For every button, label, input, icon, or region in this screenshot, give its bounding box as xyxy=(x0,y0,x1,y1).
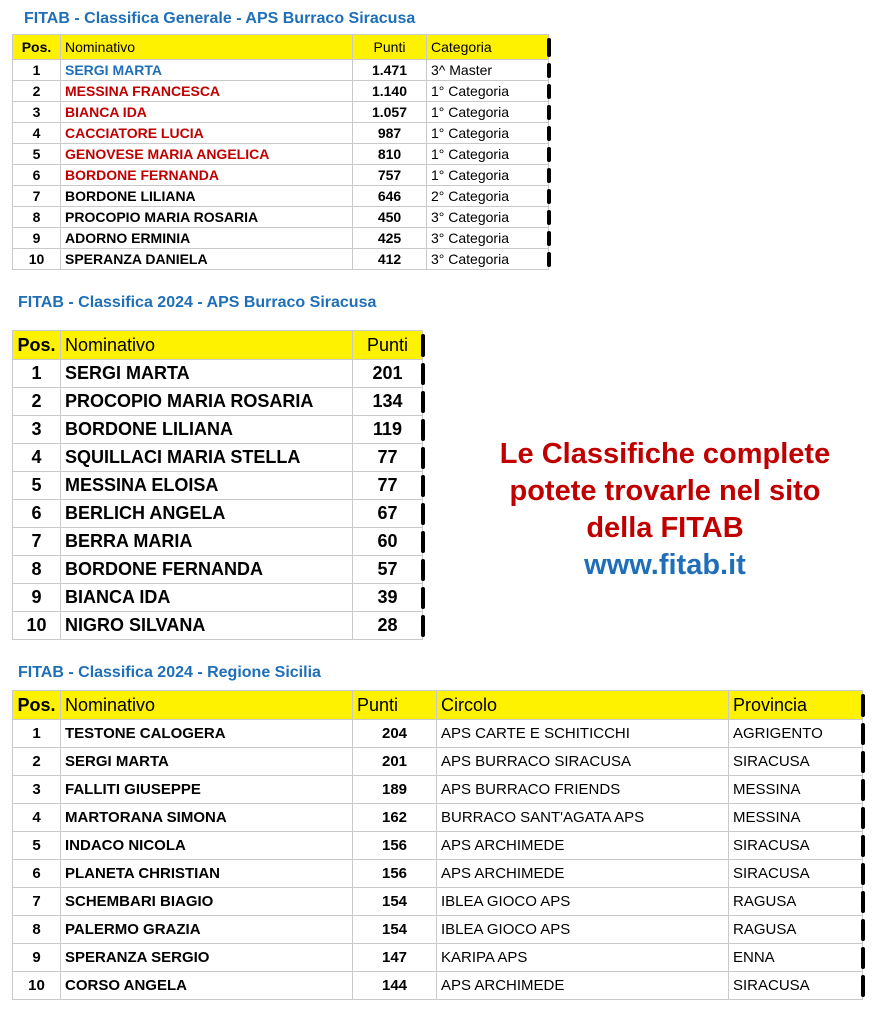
row-category: 1° Categoria xyxy=(427,165,549,186)
border-dash xyxy=(547,189,551,204)
border-dash xyxy=(421,447,425,469)
row-pos: 7 xyxy=(13,888,61,916)
border-dash xyxy=(861,723,865,745)
border-dash xyxy=(421,531,425,553)
border-dash xyxy=(421,391,425,413)
row-pos: 3 xyxy=(13,102,61,123)
row-club: IBLEA GIOCO APS xyxy=(437,888,729,916)
border-dash xyxy=(861,863,865,885)
row-club: APS ARCHIMEDE xyxy=(437,972,729,1000)
fitab-website-link[interactable]: www.fitab.it xyxy=(584,549,746,581)
border-dash xyxy=(547,63,551,78)
header-name: Nominativo xyxy=(61,35,353,60)
border-dash xyxy=(861,919,865,941)
row-province: RAGUSA xyxy=(729,888,863,916)
row-club: APS ARCHIMEDE xyxy=(437,832,729,860)
ranking-2024-region-table xyxy=(12,690,863,1000)
row-points: 201 xyxy=(353,360,423,388)
row-points: 134 xyxy=(353,388,423,416)
row-points: 987 xyxy=(353,123,427,144)
border-dash xyxy=(547,105,551,120)
table-row xyxy=(13,60,549,81)
row-pos: 5 xyxy=(13,832,61,860)
table-row xyxy=(13,144,549,165)
row-name: ADORNO ERMINIA xyxy=(61,228,353,249)
border-dash xyxy=(421,334,425,357)
row-pos: 4 xyxy=(13,444,61,472)
header-points: Punti xyxy=(353,691,437,720)
general-ranking-table xyxy=(12,34,549,270)
header-name: Nominativo xyxy=(61,331,353,360)
row-pos: 3 xyxy=(13,416,61,444)
table-row xyxy=(13,228,549,249)
row-pos: 9 xyxy=(13,584,61,612)
row-club: KARIPA APS xyxy=(437,944,729,972)
row-club: APS BURRACO FRIENDS xyxy=(437,776,729,804)
border-dash xyxy=(421,503,425,525)
row-points: 28 xyxy=(353,612,423,640)
border-dash xyxy=(547,147,551,162)
row-name: SCHEMBARI BIAGIO xyxy=(61,888,353,916)
row-name: BERRA MARIA xyxy=(61,528,353,556)
row-name: CORSO ANGELA xyxy=(61,972,353,1000)
header-category: Categoria xyxy=(427,35,549,60)
notice-line-3: della FITAB xyxy=(586,512,744,544)
row-pos: 6 xyxy=(13,860,61,888)
table-row xyxy=(13,804,863,832)
border-dash xyxy=(547,126,551,141)
row-points: 156 xyxy=(353,860,437,888)
table-row xyxy=(13,612,423,640)
row-points: 425 xyxy=(353,228,427,249)
row-points: 450 xyxy=(353,207,427,228)
row-points: 646 xyxy=(353,186,427,207)
row-category: 3° Categoria xyxy=(427,207,549,228)
row-name: PROCOPIO MARIA ROSARIA xyxy=(61,388,353,416)
table-header-row xyxy=(13,331,423,360)
row-name: BORDONE LILIANA xyxy=(61,186,353,207)
row-pos: 2 xyxy=(13,748,61,776)
row-points: 77 xyxy=(353,444,423,472)
row-pos: 9 xyxy=(13,944,61,972)
table-row xyxy=(13,249,549,270)
row-points: 757 xyxy=(353,165,427,186)
table-row xyxy=(13,123,549,144)
row-pos: 1 xyxy=(13,720,61,748)
row-points: 60 xyxy=(353,528,423,556)
row-pos: 8 xyxy=(13,916,61,944)
row-name: SERGI MARTA xyxy=(61,360,353,388)
row-points: 1.057 xyxy=(353,102,427,123)
table-row xyxy=(13,748,863,776)
header-points: Punti xyxy=(353,35,427,60)
row-pos: 8 xyxy=(13,556,61,584)
row-name: SPERANZA SERGIO xyxy=(61,944,353,972)
row-club: APS BURRACO SIRACUSA xyxy=(437,748,729,776)
row-points: 119 xyxy=(353,416,423,444)
row-name: MESSINA FRANCESCA xyxy=(61,81,353,102)
table-header-row xyxy=(13,35,549,60)
border-dash xyxy=(547,168,551,183)
section1-title: FITAB - Classifica Generale - APS Burraco Siracusa xyxy=(24,10,416,27)
table-row xyxy=(13,528,423,556)
border-dash xyxy=(861,835,865,857)
row-club: IBLEA GIOCO APS xyxy=(437,916,729,944)
row-province: ENNA xyxy=(729,944,863,972)
row-name: BORDONE FERNANDA xyxy=(61,556,353,584)
table-row xyxy=(13,720,863,748)
row-name: SERGI MARTA xyxy=(61,748,353,776)
row-province: AGRIGENTO xyxy=(729,720,863,748)
table-row xyxy=(13,102,549,123)
row-pos: 5 xyxy=(13,144,61,165)
header-pos: Pos. xyxy=(13,35,61,60)
table-row xyxy=(13,472,423,500)
border-dash xyxy=(861,807,865,829)
row-pos: 10 xyxy=(13,249,61,270)
row-pos: 3 xyxy=(13,776,61,804)
row-name: BIANCA IDA xyxy=(61,102,353,123)
row-category: 3° Categoria xyxy=(427,249,549,270)
row-pos: 2 xyxy=(13,388,61,416)
border-dash xyxy=(421,559,425,581)
border-dash xyxy=(421,587,425,609)
table-row xyxy=(13,972,863,1000)
row-pos: 10 xyxy=(13,972,61,1000)
border-dash xyxy=(421,419,425,441)
row-pos: 1 xyxy=(13,360,61,388)
table-row xyxy=(13,584,423,612)
row-pos: 4 xyxy=(13,123,61,144)
row-points: 810 xyxy=(353,144,427,165)
row-name: PROCOPIO MARIA ROSARIA xyxy=(61,207,353,228)
row-name: BERLICH ANGELA xyxy=(61,500,353,528)
row-category: 1° Categoria xyxy=(427,102,549,123)
row-pos: 7 xyxy=(13,186,61,207)
notice-text xyxy=(460,436,870,584)
row-club: APS CARTE E SCHITICCHI xyxy=(437,720,729,748)
border-dash xyxy=(861,891,865,913)
row-points: 1.471 xyxy=(353,60,427,81)
border-dash xyxy=(421,475,425,497)
border-dash xyxy=(421,615,425,637)
row-name: NIGRO SILVANA xyxy=(61,612,353,640)
row-name: CACCIATORE LUCIA xyxy=(61,123,353,144)
header-pos: Pos. xyxy=(13,331,61,360)
row-pos: 5 xyxy=(13,472,61,500)
row-points: 189 xyxy=(353,776,437,804)
row-pos: 9 xyxy=(13,228,61,249)
row-category: 1° Categoria xyxy=(427,144,549,165)
row-name: PLANETA CHRISTIAN xyxy=(61,860,353,888)
ranking-2024-club-table xyxy=(12,330,423,640)
row-points: 156 xyxy=(353,832,437,860)
row-category: 2° Categoria xyxy=(427,186,549,207)
table-row xyxy=(13,81,549,102)
row-points: 1.140 xyxy=(353,81,427,102)
border-dash xyxy=(547,38,551,57)
row-points: 39 xyxy=(353,584,423,612)
row-points: 412 xyxy=(353,249,427,270)
row-name: GENOVESE MARIA ANGELICA xyxy=(61,144,353,165)
row-points: 154 xyxy=(353,916,437,944)
table-row xyxy=(13,165,549,186)
table-row xyxy=(13,944,863,972)
row-pos: 4 xyxy=(13,804,61,832)
table-row xyxy=(13,832,863,860)
row-pos: 6 xyxy=(13,165,61,186)
header-province: Provincia xyxy=(729,691,863,720)
row-province: SIRACUSA xyxy=(729,972,863,1000)
row-points: 201 xyxy=(353,748,437,776)
row-name: SQUILLACI MARIA STELLA xyxy=(61,444,353,472)
row-name: PALERMO GRAZIA xyxy=(61,916,353,944)
row-name: FALLITI GIUSEPPE xyxy=(61,776,353,804)
table-row xyxy=(13,388,423,416)
section3-title: FITAB - Classifica 2024 - Regione Sicilia xyxy=(18,664,321,681)
table-row xyxy=(13,416,423,444)
row-pos: 2 xyxy=(13,81,61,102)
row-category: 1° Categoria xyxy=(427,81,549,102)
row-province: MESSINA xyxy=(729,776,863,804)
row-name: SERGI MARTA xyxy=(61,60,353,81)
border-dash xyxy=(861,975,865,997)
table-row xyxy=(13,916,863,944)
row-points: 57 xyxy=(353,556,423,584)
table-row xyxy=(13,444,423,472)
border-dash xyxy=(547,210,551,225)
header-name: Nominativo xyxy=(61,691,353,720)
row-category: 3° Categoria xyxy=(427,228,549,249)
row-name: BORDONE FERNANDA xyxy=(61,165,353,186)
table-row xyxy=(13,860,863,888)
table-row xyxy=(13,776,863,804)
row-name: BIANCA IDA xyxy=(61,584,353,612)
row-points: 144 xyxy=(353,972,437,1000)
row-category: 1° Categoria xyxy=(427,123,549,144)
row-name: SPERANZA DANIELA xyxy=(61,249,353,270)
row-points: 204 xyxy=(353,720,437,748)
border-dash xyxy=(547,231,551,246)
row-points: 162 xyxy=(353,804,437,832)
row-points: 77 xyxy=(353,472,423,500)
row-points: 154 xyxy=(353,888,437,916)
section2-title: FITAB - Classifica 2024 - APS Burraco Siracusa xyxy=(18,294,377,311)
header-club: Circolo xyxy=(437,691,729,720)
border-dash xyxy=(861,751,865,773)
border-dash xyxy=(547,252,551,267)
row-points: 67 xyxy=(353,500,423,528)
row-name: MARTORANA SIMONA xyxy=(61,804,353,832)
row-category: 3^ Master xyxy=(427,60,549,81)
table-row xyxy=(13,360,423,388)
table-row xyxy=(13,556,423,584)
row-pos: 8 xyxy=(13,207,61,228)
header-points: Punti xyxy=(353,331,423,360)
row-province: SIRACUSA xyxy=(729,860,863,888)
row-pos: 1 xyxy=(13,60,61,81)
notice-line-2: potete trovarle nel sito xyxy=(509,475,821,507)
row-name: TESTONE CALOGERA xyxy=(61,720,353,748)
row-province: RAGUSA xyxy=(729,916,863,944)
row-club: BURRACO SANT'AGATA APS xyxy=(437,804,729,832)
row-province: SIRACUSA xyxy=(729,748,863,776)
table-row xyxy=(13,888,863,916)
row-name: MESSINA ELOISA xyxy=(61,472,353,500)
table-header-row xyxy=(13,691,863,720)
row-pos: 6 xyxy=(13,500,61,528)
border-dash xyxy=(547,84,551,99)
row-name: BORDONE LILIANA xyxy=(61,416,353,444)
table-row xyxy=(13,186,549,207)
table-row xyxy=(13,500,423,528)
border-dash xyxy=(861,947,865,969)
table-row xyxy=(13,207,549,228)
border-dash xyxy=(861,694,865,717)
row-province: SIRACUSA xyxy=(729,832,863,860)
row-pos: 10 xyxy=(13,612,61,640)
row-points: 147 xyxy=(353,944,437,972)
header-pos: Pos. xyxy=(13,691,61,720)
border-dash xyxy=(861,779,865,801)
notice-line-1: Le Classifiche complete xyxy=(499,438,831,470)
row-pos: 7 xyxy=(13,528,61,556)
row-club: APS ARCHIMEDE xyxy=(437,860,729,888)
row-name: INDACO NICOLA xyxy=(61,832,353,860)
row-province: MESSINA xyxy=(729,804,863,832)
border-dash xyxy=(421,363,425,385)
